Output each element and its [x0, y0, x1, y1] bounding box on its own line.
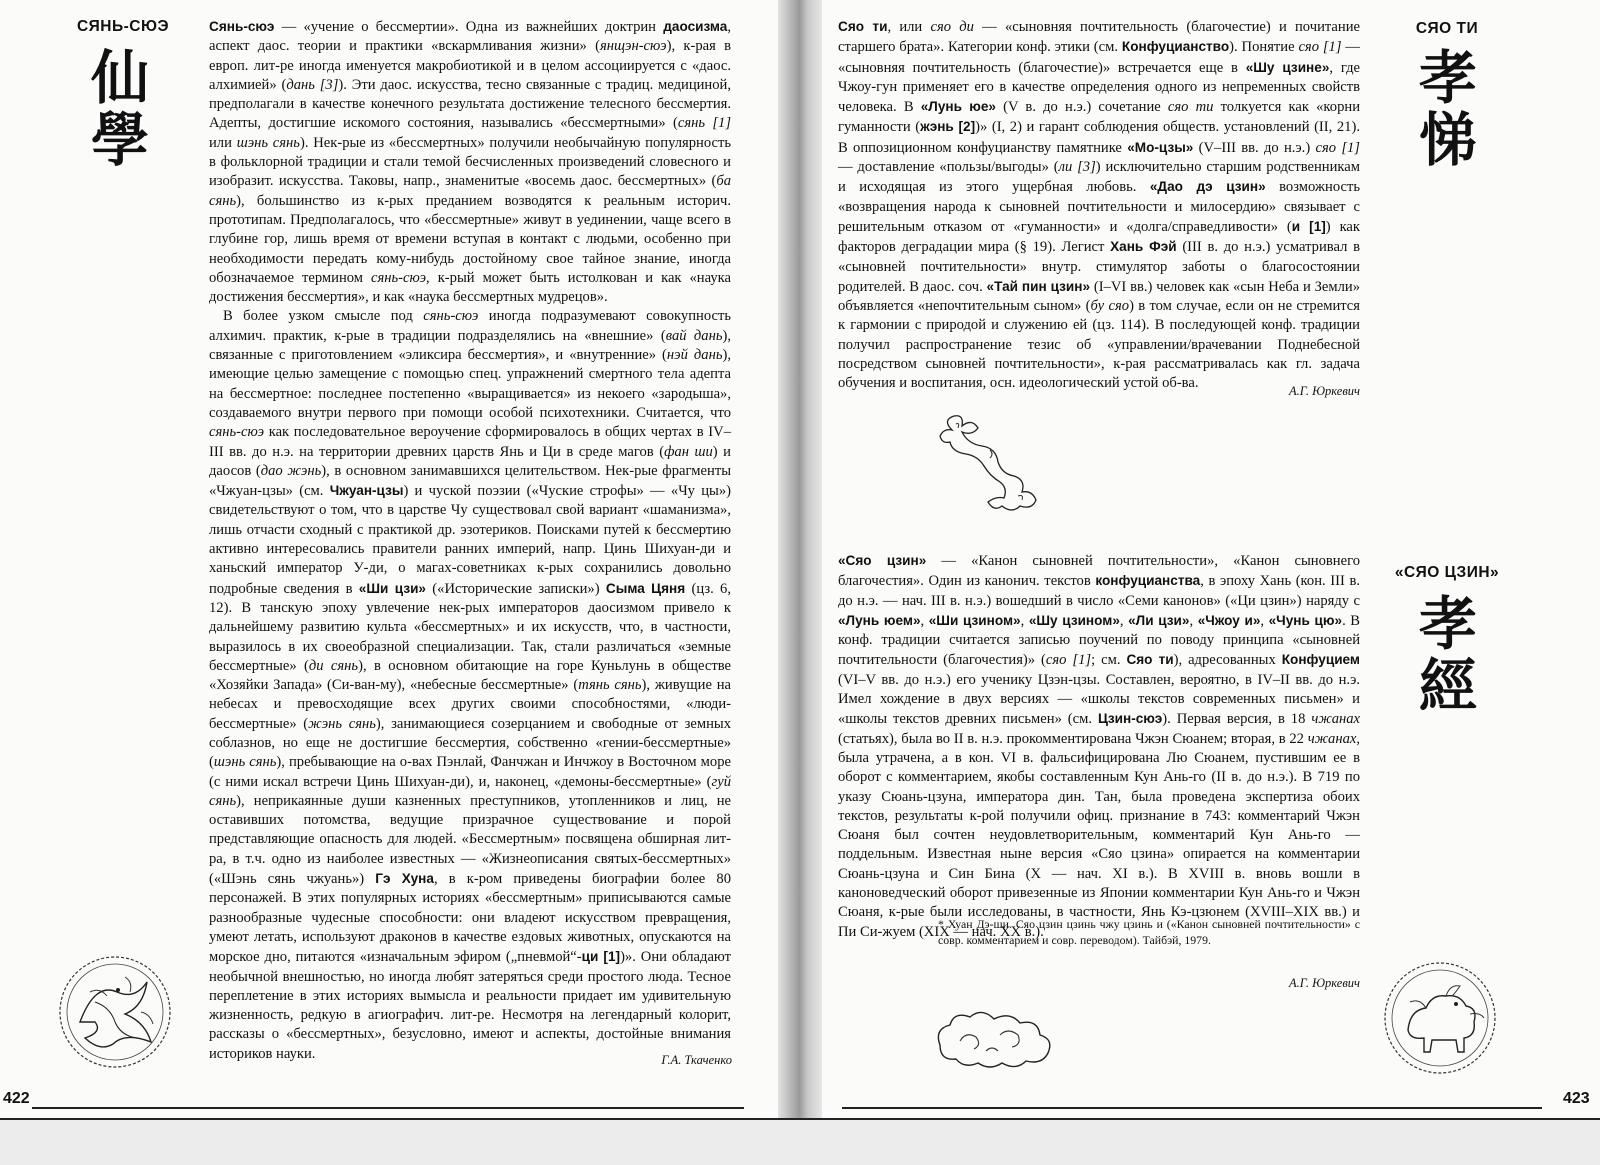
text-run: ци [1]	[581, 949, 621, 965]
text-run: «Ши цзи»	[358, 580, 426, 596]
left-page	[0, 0, 778, 1118]
headword-xian-xue: СЯНЬ-СЮЭ	[76, 18, 170, 35]
text-run: нэй дань	[666, 347, 723, 364]
text-run: Конфуцием	[1281, 652, 1360, 668]
page-bottom-rule	[842, 1107, 1542, 1109]
text-run: «Чунь цю»	[1268, 612, 1343, 628]
text-run: «Ши цзином»	[928, 612, 1021, 628]
text-run: тянь сянь	[578, 677, 642, 694]
paragraph	[209, 17, 731, 307]
text-run: «Шу цзином»	[1028, 612, 1120, 628]
text-run: жэнь [2]	[920, 119, 976, 135]
text-run: (VI–V вв. до н.э.) его ученику Цзэн-цзы. Составлен, вероятно, в IV–II вв. до н.э. Имел хождение в двух версиях — «школы текстов современных письмен» и «школы текстов древних письмен» (см.	[838, 671, 1360, 728]
text-run: ) в том случае, если он не стремится к гармонии с природой и служению ей (цз. 114). В последующей конф. традиции получил распространение тезис об «управлении/врачевании Поднебесной посредством сыновней почтительности», к-рая рассматривалась как гл. задача обучения и воспитания, осн. идеологический устой об-ва.	[838, 298, 1360, 392]
text-run: )» (I, 2) и гарант соблюдения обществ. установлений (II, 21). В оппозиционном конфуцианству памятнике	[838, 119, 1360, 156]
text-run: шэнь сянь	[236, 134, 300, 151]
text-run: возможность «возвращения народа к сыновней почтительности и милосердию» связывает с решительным отказом от «гуманности» и «долга/справедливости» (	[838, 179, 1360, 235]
text-run: , аспект даос. теории и практики «вскармливания жизни» (	[209, 19, 731, 55]
text-run: ) как факторов деградации мира (§ 19). Легист	[838, 218, 1360, 256]
text-run: ). Первая версия, в 18	[1162, 711, 1312, 728]
phoenix-medallion-ornament	[55, 952, 175, 1072]
text-run: ), в основном занимавшихся целительством. Нек-рые фрагменты «Чжуан-цзы» (см.	[209, 462, 732, 500]
text-run: Сянь-сюэ	[209, 19, 275, 34]
text-run: «Тай пин цзин»	[986, 278, 1091, 294]
text-run: В более узком смысле под	[223, 308, 424, 325]
text-run: ), большинство из к-рых преданием возводятся к реальным историч. прототипам. Предполагалось, что «бессмертные» живут в уединении, чаще всего в глубине гор, лишь время от времени вступая в контакт с людьми, особенно при необходимости передать кому-нибудь достойному свое тайное знание, иногда обозначаемое термином	[209, 192, 731, 286]
text-run: ), адресованных	[1173, 652, 1282, 669]
text-run: — «сыновняя почтительность (благочестие)» встречается еще в	[838, 39, 1360, 76]
page-number: 422	[3, 1090, 30, 1107]
text-run: ), имеющие целью замещение с помощью спец. упражнений смертного тела адепта на бессмертное: последнее постепенно «выращивается» из некоего «зародыша», создаваемого внутри первого при помощи особой психотехники. Считается, что	[209, 347, 731, 421]
text-run: «Лунь юем»	[838, 612, 921, 628]
text-run: сяо [1]	[1315, 139, 1360, 156]
text-run: ). Нек-рые из «бессмертных» получили необычайную популярность в фольклорной традиции и стали темой бесчисленных произведений словесного и изобразит. искусства. Таковы, напр., знаменитые «восемь даос. бессмертных» (	[209, 134, 732, 190]
text-run: ,	[1260, 612, 1269, 629]
entry-text-xiao-ti	[838, 17, 1360, 394]
text-run: сянь-сюэ	[209, 424, 265, 441]
author-signature: Г.А. Ткаченко	[661, 1053, 732, 1067]
text-run: сяо [1]	[1298, 39, 1342, 56]
text-run: Хань Фэй	[1110, 239, 1177, 255]
text-run: и [1]	[1291, 218, 1326, 234]
text-run: даосизма	[663, 19, 728, 34]
text-run: жэнь сянь	[308, 715, 376, 732]
text-run: — доставление «пользы/выгоды» (	[838, 159, 1059, 176]
text-run: )». Они обладают необычной внешностью, но иногда любят затеряться среди простого люда. Тесное переплетение в этих историях вымысла и реальности придает им удивительную жизненность, редкую в агиографич. лит-ре. Несмотря на легендарный колорит, рассказы о «бессмертных», безусловно, имеют и аспекты, достойные внимания историков науки.	[209, 949, 732, 1062]
text-run: ), связанные с приготовлением «эликсира бессмертия», и «внутренние» (	[209, 327, 731, 364]
text-run: ), в основном обитающие на горе Куньлунь в обществе «Хозяйки Запада» (Си-ван-му), «небесные бессмертные» (	[209, 657, 731, 694]
page-bottom-rule	[32, 1107, 744, 1109]
text-run: ), к-рая в европ. лит-ре иногда именуется макробиотикой и в целом ассоциируется с «даос. алхимией» (	[209, 38, 731, 93]
text-run: шэнь сянь	[213, 754, 277, 771]
text-run: , где Чжоу-гун применяет его в качестве определения одного из непременных свойств человека. В	[838, 59, 1360, 116]
author-signature: А.Г. Юркевич	[1288, 384, 1360, 398]
text-run: сяо ди	[930, 19, 974, 35]
text-run: ), пребывающие на о-вах Пэнлай, Фанчжан и Инчжоу в Восточном море (с ними искал встречи Цинь Шихуан-ди), и, наконец, «демоны-бессмертные» (	[209, 754, 731, 790]
text-run: «Мо-цзы»	[1127, 139, 1194, 155]
hanzi-glyph: 悌	[1418, 106, 1477, 174]
text-run: гуй сянь	[209, 773, 731, 809]
hanzi-glyph: 學	[90, 106, 149, 174]
text-run: Гэ Хуна	[375, 871, 434, 887]
text-run: — «Канон сыновней почтительности», «Канон сыновнего благочестия». Один из канонич. текстов	[838, 553, 1360, 590]
hanzi-glyph: 孝	[1418, 44, 1477, 112]
right-page	[822, 0, 1600, 1118]
text-run: иногда подразумевают совокупность алхимич. практик, к-рые в традиции подразделялись на «внешние» (	[209, 308, 732, 344]
text-run: (V–III вв. до н.э.)	[1193, 139, 1316, 156]
text-run: ,	[1020, 612, 1029, 629]
text-run: , в эпоху Хань (кон. III в. до н.э. — нач. III в. н.э.) вошедший в число «Семи канонов» («Ци цзин») наряду с	[838, 573, 1360, 609]
text-run: , или	[887, 19, 931, 35]
text-run: ,	[920, 612, 929, 629]
text-run: , к-рый может быть истолкован и как «наука достижения бессмертия», и как «наука бессмертных мудрецов».	[209, 269, 732, 306]
text-run: ), занимающиеся созерцанием и свободные от земных соблазнов, но еще не достигшие бессмертия, собственно «гении-бессмертные» (	[209, 715, 732, 771]
text-run: ,	[1189, 612, 1198, 629]
text-run: «Лунь юе»	[920, 99, 996, 115]
text-run: чжанах	[1307, 730, 1357, 747]
text-run: Цзин-сюэ	[1097, 711, 1163, 727]
page-number: 423	[1563, 1090, 1590, 1107]
text-run: сяо [1]	[1045, 652, 1092, 669]
text-run: толкуется как «корни гуманности (	[838, 99, 1360, 136]
text-run: ), неприкаянные души казненных преступников, утопленников и лиц, не оставивших потомства, ведущие призрачное существование и порой представляющие опасность для людей. «Бессмертным» посвящена обширная лит-ра, в т.ч. одно из наиболее известных — «Жизнеописания святых-бессмертных» («Шэнь сянь чжуань»)	[209, 792, 731, 888]
text-run: ) исключительно старшим родственникам и исходящая из этого ущербная любовь.	[838, 159, 1361, 196]
text-run: ). Понятие	[1229, 39, 1299, 56]
text-run: (статьях), была во II в. н.э. прокомментирована Чжэн Сюанем; вторая, в 22	[838, 730, 1308, 747]
paragraph	[838, 17, 1360, 394]
hanzi-glyph: 孝	[1418, 590, 1477, 658]
text-run: «Чжоу и»	[1197, 612, 1261, 628]
text-run: (III в. до н.э.) усматривал в «сыновней почтительности» внутр. стимулятор заботы о благосостоянии родителей. В даос. соч.	[838, 239, 1360, 295]
text-run: вай дань	[665, 327, 723, 344]
text-run: ) и даосов (	[209, 443, 731, 479]
text-run: — «сыновняя почтительность (благочестие) и почитание старшего брата». Категории конф. этики (см.	[838, 19, 1361, 56]
hanzi-glyph: 仙	[90, 44, 149, 112]
text-run: ), живущие на небесах и превосходящие всех других своими способностями, «люди-бессмертные» (	[209, 677, 732, 732]
text-run: (I–VI вв.) человек как «сын Неба и Земли» объявляется «непочтительным сыном» (	[838, 278, 1360, 315]
text-run: Сяо ти	[838, 19, 888, 34]
headword-xiao-jing: «СЯО ЦЗИН»	[1394, 564, 1500, 581]
text-run: ). Эти даос. искусства, тесно связанные с традиц. медициной, предполагали в качестве конечного результата достижение телесного бессмертия. Адепты, достигшие искомого состояния, назывались «бессмертными» (	[209, 76, 731, 132]
text-run: конфуцианства	[1095, 573, 1201, 589]
entry-text-xiao-jing	[838, 551, 1360, 942]
entry-text-xian-xue	[209, 17, 731, 1064]
text-run: как последовательное вероучение сформировалось в общих чертах в IV–III вв. до н.э. на территории древних царств Янь и Ци в среде магов (	[209, 424, 731, 460]
headword-xiao-ti: СЯО ТИ	[1415, 20, 1479, 37]
text-run: ) и чуской поэзии («Чуские строфы» — «Чу цы») свидетельствуют о том, что в царстве Чу существовал свой вариант «шаманизма», лишь отчасти сходный с практикой др. эзотериков. Поисками путей к бессмертию активно интересовались правители ранних империй, напр. Цинь Шихуан-ди и ханьский император У-ди, о магах-советниках к-рых сохранились довольно подробные сведения в	[209, 483, 731, 597]
cloud-scroll-ornament	[932, 410, 1052, 520]
text-run: дао жэнь	[260, 462, 322, 479]
cloud-ornament	[930, 1005, 1060, 1075]
text-run: , была утрачена, а в кон. VI в. фальсифицирована Лю Сюанем, пустившим ее в оборот с комментарием, якобы составленным Кун Ань-го (II в. до н.э.). В 719 по указу Сюань-цзуна, императора дин. Тан, была проведена экспертиза обоих текстов, результаты к-рой получили офиц. признание в 743: комментарий Чжэн Сюаня был сочтен неудовлетворительным, комментарий Кун Ань-го — поддельным. Известная ныне версия «Сяо цзина» опирается на комментарии Сюань-цзуна и Син Бина (X — нач. XI в.). В XVIII в. вновь вошли в каноноведческий оборот привезенные из Японии комментарии Кун Ань-го и Чжэн Сюаня, к-рые были исследованы, в частности, Янь Кэ-цзюнем (XVIII–XIX вв.) и Пи Си-жуем (XIX — нач. XX в.).	[838, 730, 1360, 940]
text-run: или	[209, 134, 237, 151]
text-run: (цз. 6, 12). В танскую эпоху увлечение нек-рых императоров даосизмом привело к дальнейшему развитию культа «бессмертных» и их искусств, что, в частности, выразилось в их своеобразной специализации. Так, стали различаться «земные бессмертные» (	[209, 580, 731, 674]
text-run: сянь [1]	[677, 115, 731, 132]
text-run: Сыма Цяня	[605, 580, 686, 596]
text-run: Чжуан-цзы	[329, 483, 404, 499]
text-run: Конфуцианство	[1121, 39, 1230, 55]
text-run: «Сяо цзин»	[838, 553, 927, 568]
text-run: ба сянь	[209, 173, 731, 209]
scan-bottom-edge	[0, 1118, 1600, 1165]
text-run: «Ли цзи»	[1128, 612, 1190, 628]
qilin-medallion-ornament	[1380, 958, 1500, 1078]
text-run: («Исторические записки»)	[426, 580, 606, 597]
text-run: сянь-сюэ	[423, 308, 479, 325]
text-run: ; см.	[1091, 652, 1127, 669]
bibliography-footnote: * Хуан Дэ-ши. Сяо цзин цзинь чжу цзинь и («Канон сыновней почтительности» с совр. комментарием и совр. переводом). Тайбэй, 1979.	[938, 917, 1360, 947]
text-run: (V в. до н.э.) сочетание	[995, 99, 1168, 116]
text-run: ,	[1119, 612, 1129, 629]
text-run: , в к-ром приведены биографии более 80 персонажей. В этих популярных историях «бессмертным» приписываются самые разнообразные чудесные способности: они владеют искусством превращения, умеют летать, используют драконов в качестве ездовых животных, опускаются на морское дно, питаются «изначальным эфиром („пневмой“-	[209, 871, 731, 966]
text-run: дань [3]	[286, 76, 339, 93]
text-run: сянь-сюэ	[371, 269, 427, 286]
text-run: «Дао дэ цзин»	[1149, 179, 1266, 195]
text-run: — «учение о бессмертии». Одна из важнейших доктрин	[274, 19, 664, 35]
text-run: ли [3]	[1058, 159, 1096, 176]
text-run: сяо ти	[1167, 99, 1214, 116]
paragraph	[209, 307, 731, 1064]
text-run: ди сянь	[308, 657, 359, 674]
author-signature: А.Г. Юркевич	[1288, 976, 1360, 990]
text-run: чжанах	[1311, 711, 1360, 728]
paragraph	[838, 551, 1360, 942]
text-run: «Шу цзине»	[1245, 59, 1330, 75]
text-run: Сяо ти	[1126, 652, 1174, 668]
text-run: фан ши	[664, 443, 713, 460]
text-run: бу сяо	[1090, 298, 1130, 315]
text-run: . В конф. традиции считается записью поучений по поводу принципа «сыновней почтительности (благочестия)» (	[838, 612, 1361, 669]
text-run: янщэн-сюэ	[599, 38, 667, 55]
hanzi-glyph: 經	[1418, 652, 1477, 720]
